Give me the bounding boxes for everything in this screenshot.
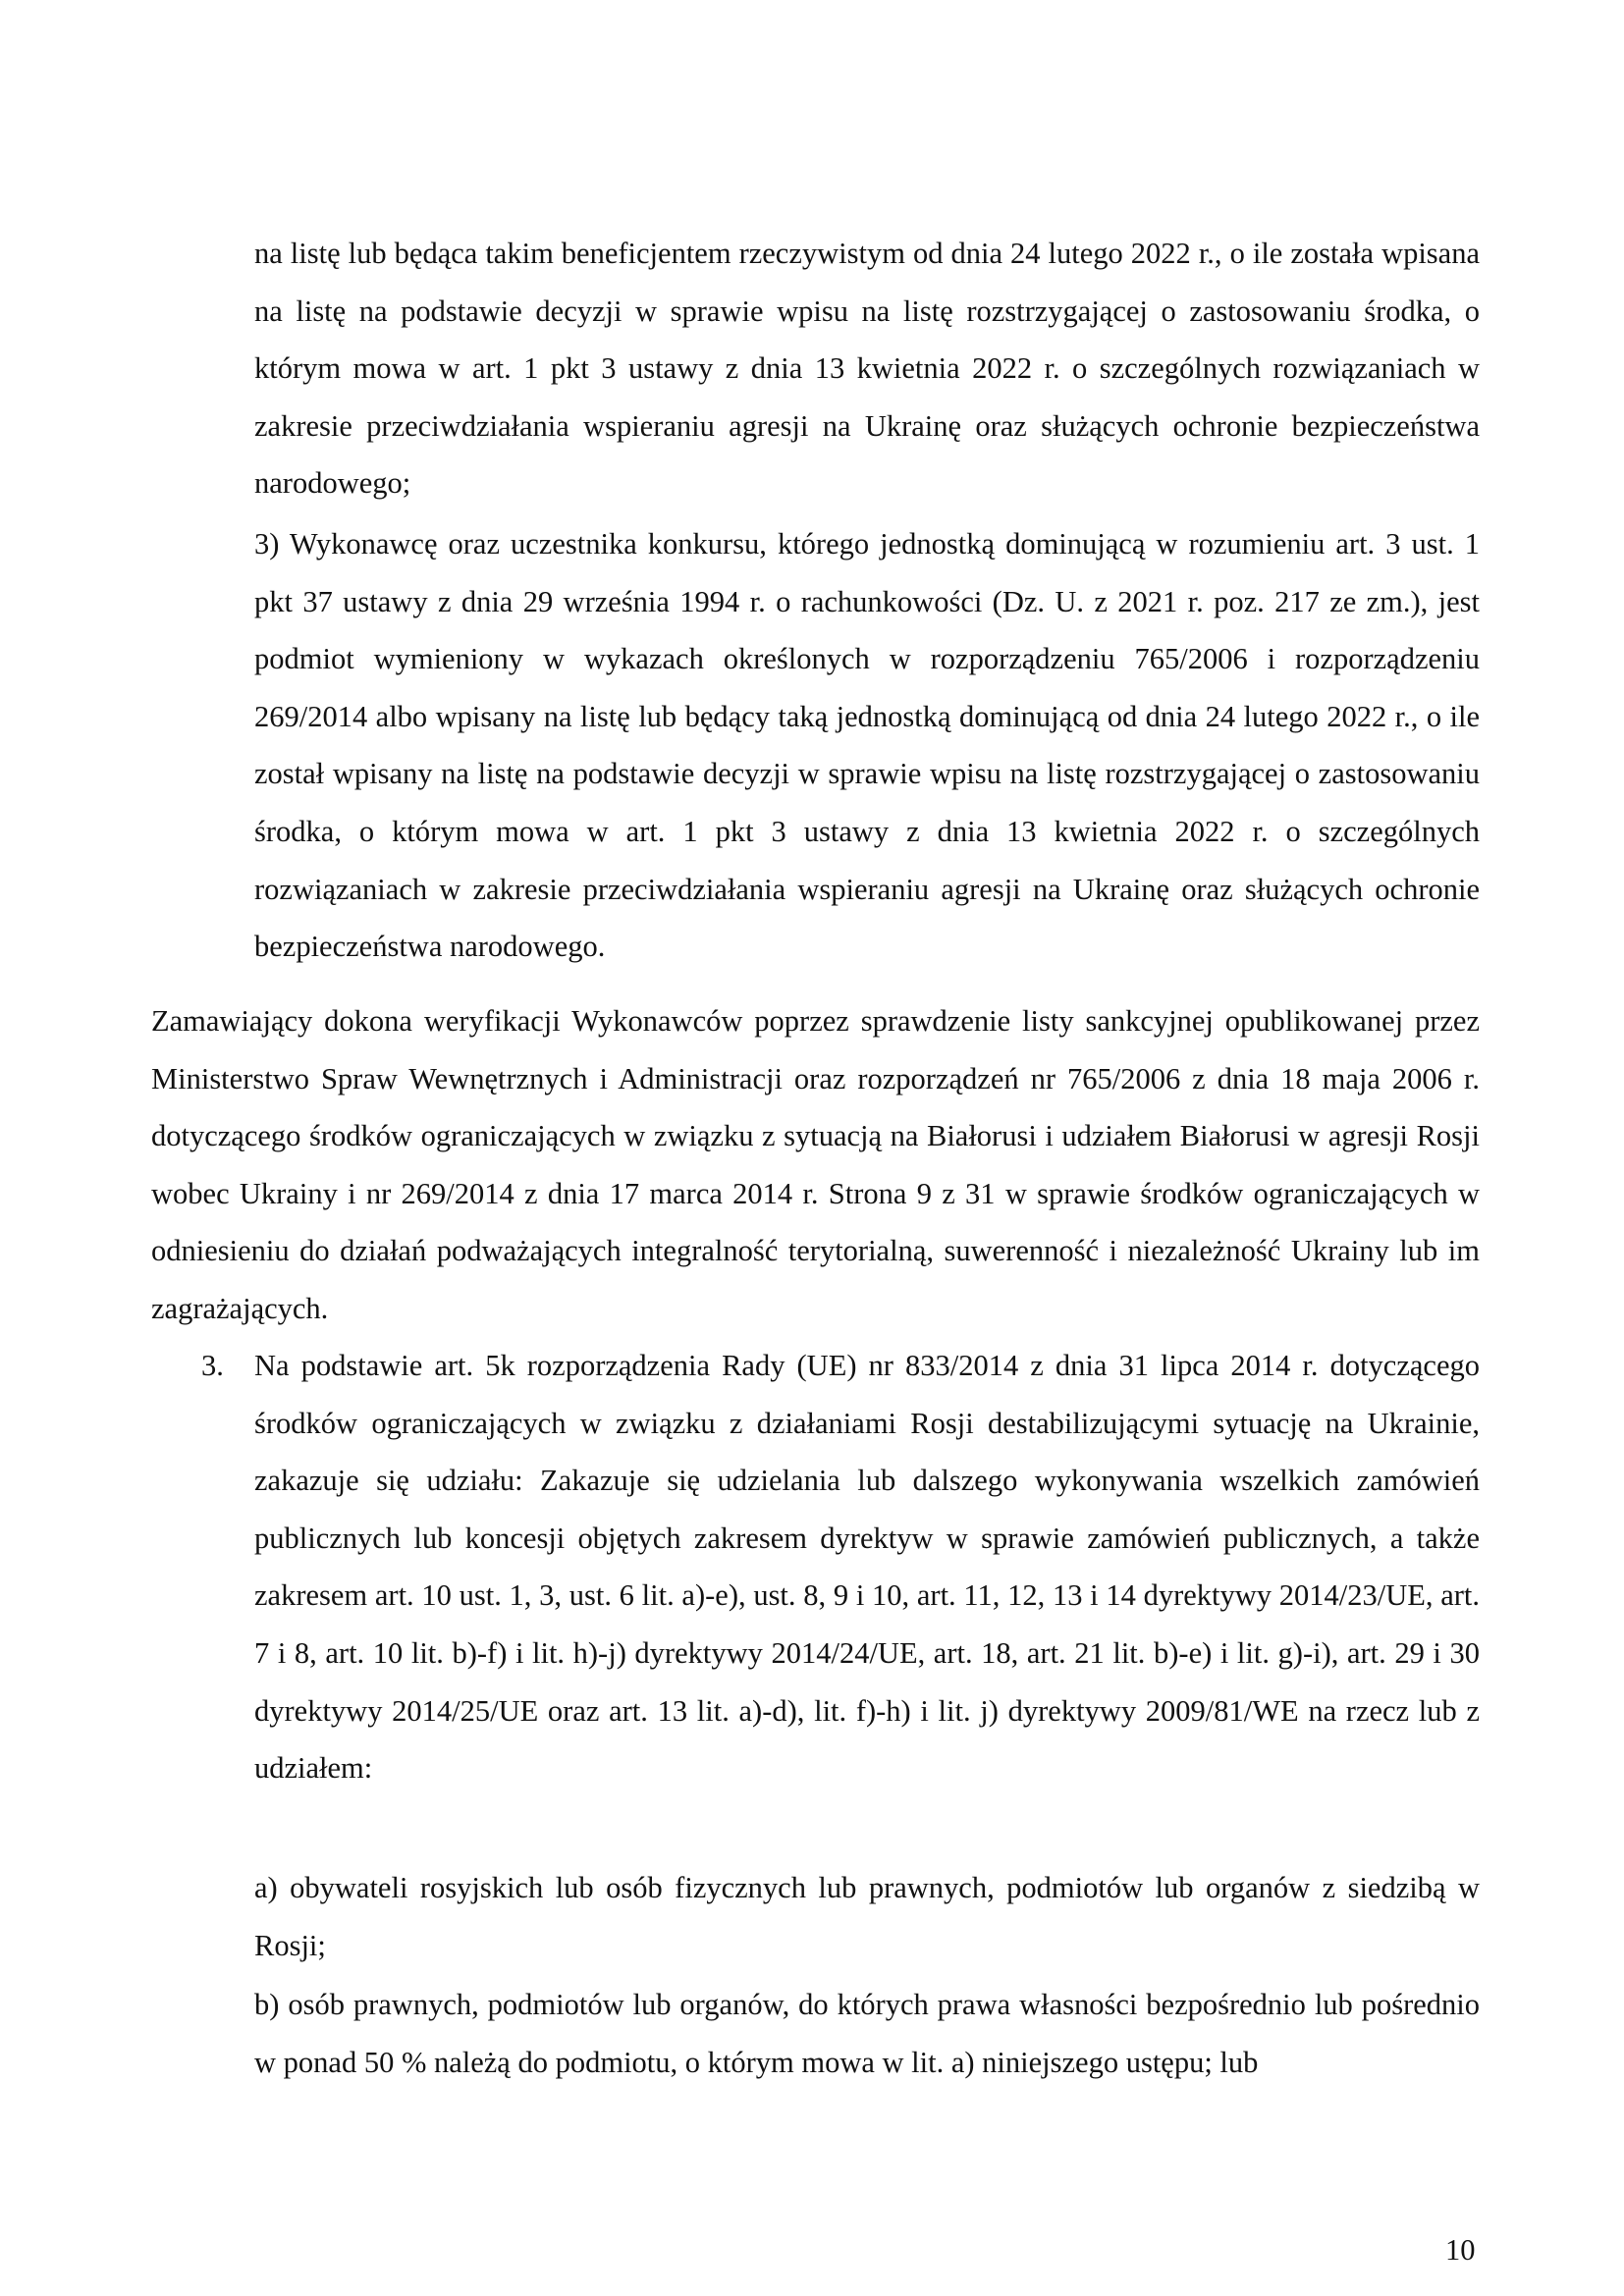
paragraph-continuation: na listę lub będąca takim beneficjentem rzeczywistym od dnia 24 lutego 2022 r., o ile została wpisana na listę na podstawie decyzji w sprawie wpisu na listę rozstrzygającej o zastosowaniu środka, o którym mowa w art. 1 pkt 3 ustawy z dnia 13 kwietnia 2022 r. o szczególnych rozwiązaniach w zakresie przeciwdziałania wspieraniu agresji na Ukrainę oraz służących ochronie bezpieczeństwa narodowego;: [254, 237, 1480, 501]
page-number: 10: [1445, 2233, 1476, 2267]
paragraph-verification: Zamawiający dokona weryfikacji Wykonawców poprzez sprawdzenie listy sankcyjnej opublikowanej przez Ministerstwo Spraw Wewnętrznych i Administracji oraz rozporządzeń nr 765/2006 z dnia 18 maja 2006 r. dotyczącego środków ograniczających w związku z sytuacją na Białorusi i udziałem Białorusi w agresji Rosji wobec Ukrainy i nr 269/2014 z dnia 17 marca 2014 r. Strona 9 z 31 w sprawie środków ograniczających w odniesieniu do działań podważających integralność terytorialną, suwerenność i niezależność Ukrainy lub im zagrażających.: [151, 1004, 1480, 1325]
paragraph-point-3: Na podstawie art. 5k rozporządzenia Rady (UE) nr 833/2014 z dnia 31 lipca 2014 r. dotyczącego środków ograniczających w związku z działaniami Rosji destabilizującymi sytuację na Ukrainie, zakazuje się udziału: Zakazuje się udzielania lub dalszego wykonywania wszelkich zamówień publicznych lub koncesji objętych zakresem dyrektyw w sprawie zamówień publicznych, a także zakresem art. 10 ust. 1, 3, ust. 6 lit. a)-e), ust. 8, 9 i 10, art. 11, 12, 13 i 14 dyrektywy 2014/23/UE, art. 7 i 8, art. 10 lit. b)-f) i lit. h)-j) dyrektywy 2014/24/UE, art. 18, art. 21 lit. b)-e) i lit. g)-i), art. 29 i 30 dyrektywy 2014/25/UE oraz art. 13 lit. a)-d), lit. f)-h) i lit. j) dyrektywy 2009/81/WE na rzecz lub z udziałem:: [254, 1349, 1480, 1786]
paragraph-sub-a: a) obywateli rosyjskich lub osób fizycznych lub prawnych, podmiotów lub organów z siedzibą w Rosji;: [254, 1871, 1480, 1962]
paragraph-item-3-entity: 3) Wykonawcę oraz uczestnika konkursu, którego jednostką dominującą w rozumieniu art. 3 ust. 1 pkt 37 ustawy z dnia 29 września 1994 r. o rachunkowości (Dz. U. z 2021 r. poz. 217 ze zm.), jest podmiot wymieniony w wykazach określonych w rozporządzeniu 765/2006 i rozporządzeniu 269/2014 albo wpisany na listę lub będący taką jednostką dominującą od dnia 24 lutego 2022 r., o ile został wpisany na listę na podstawie decyzji w sprawie wpisu na listę rozstrzygającej o zastosowaniu środka, o którym mowa w art. 1 pkt 3 ustawy z dnia 13 kwietnia 2022 r. o szczególnych rozwiązaniach w zakresie przeciwdziałania wspieraniu agresji na Ukrainę oraz służących ochronie bezpieczeństwa narodowego.: [254, 527, 1480, 964]
list-number-3: 3.: [201, 1349, 224, 1382]
paragraph-sub-b: b) osób prawnych, podmiotów lub organów, do których prawa własności bezpośrednio lub pośrednio w ponad 50 % należą do podmiotu, o którym mowa w lit. a) niniejszego ustępu; lub: [254, 1988, 1480, 2079]
